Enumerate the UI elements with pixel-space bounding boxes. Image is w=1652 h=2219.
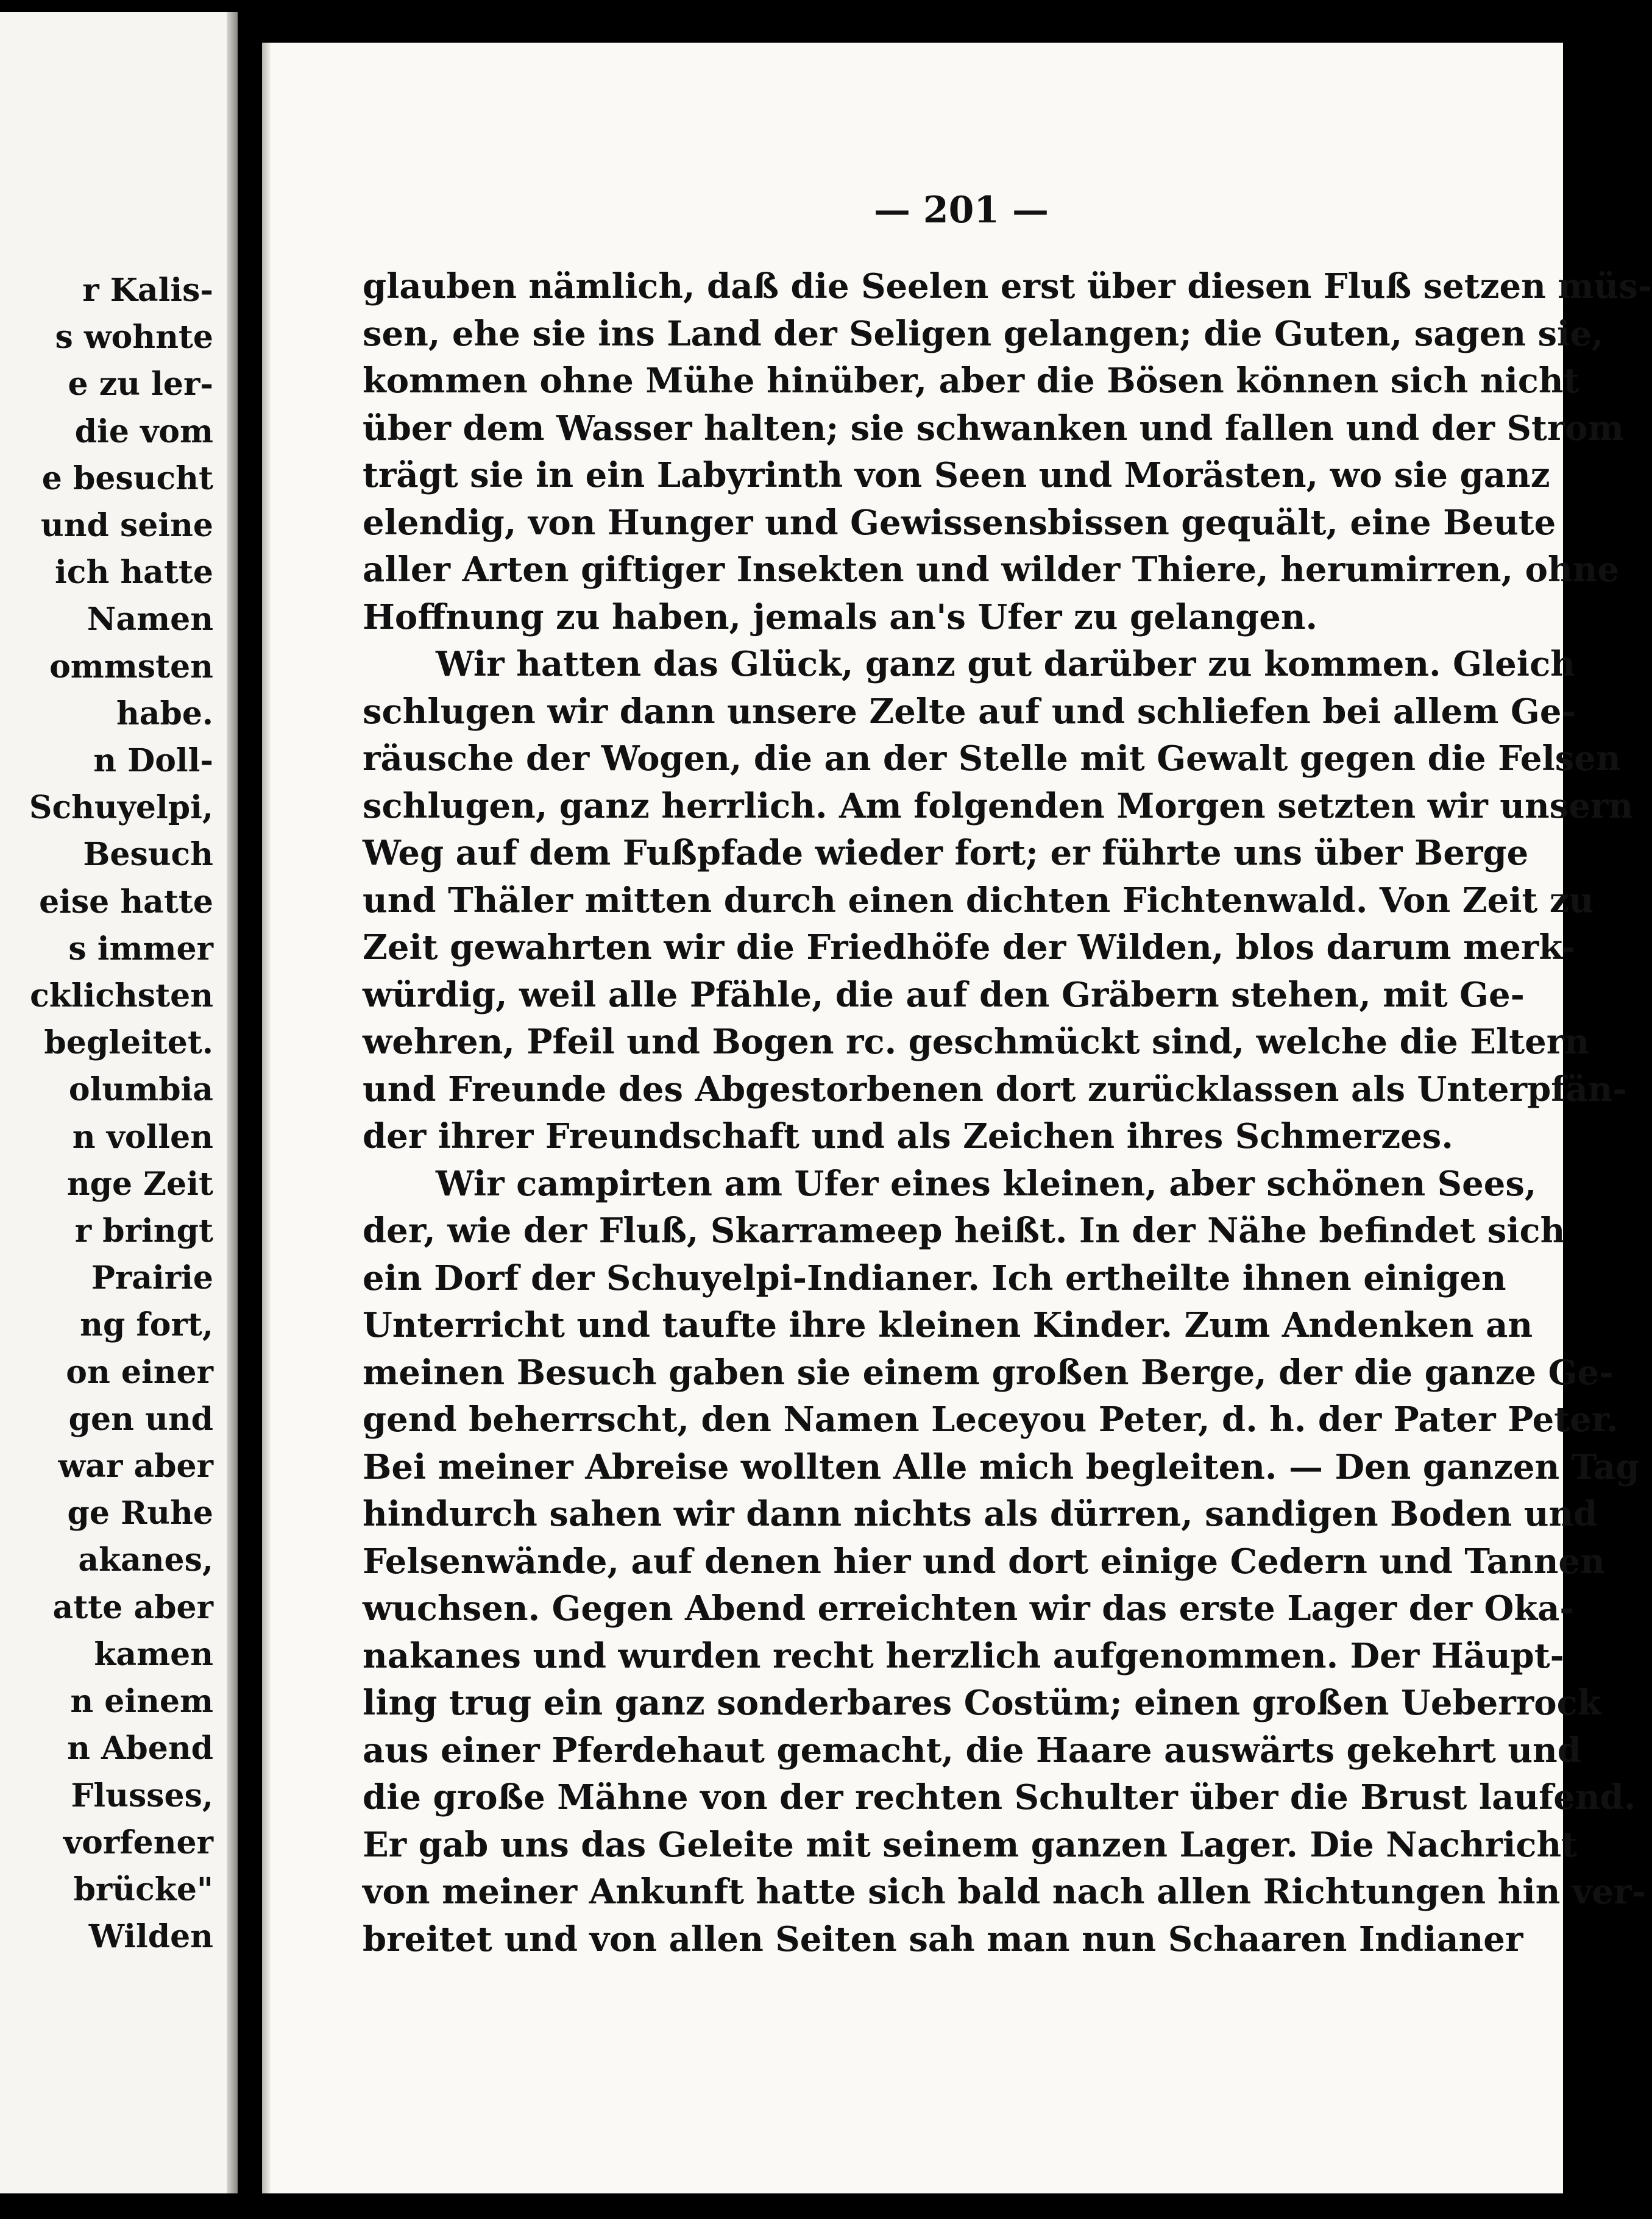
text-line: nakanes und wurden recht herzlich aufgenommen. Der Häupt-	[363, 1635, 1564, 1676]
left-page-line: on einer	[66, 1353, 213, 1391]
text-line: hindurch sahen wir dann nichts als dürren, sandigen Boden und	[363, 1494, 1598, 1534]
book-gutter	[238, 0, 262, 2219]
left-page-line: war aber	[58, 1448, 213, 1485]
page-body-text	[363, 263, 1652, 1963]
text-line: die große Mähne von der rechten Schulter über die Brust laufend.	[363, 1777, 1636, 1817]
page-inner-edge	[262, 43, 271, 2193]
text-line: sen, ehe sie ins Land der Seligen gelangen; die Guten, sagen sie,	[363, 313, 1604, 354]
left-page-line: n einem	[70, 1683, 213, 1721]
left-page-line: akanes,	[78, 1541, 213, 1579]
text-line: räusche der Wogen, die an der Stelle mit Gewalt gegen die Felsen	[363, 738, 1621, 779]
text-line: breitet und von allen Seiten sah man nun Schaaren Indianer	[363, 1919, 1523, 1959]
left-page-line: s wohnte	[55, 319, 213, 356]
left-page-line: ommsten	[49, 648, 213, 685]
text-line: Weg auf dem Fußpfade wieder fort; er führte uns über Berge	[363, 833, 1529, 873]
left-page-fragment	[0, 12, 238, 2193]
left-page-line: r bringt	[74, 1212, 213, 1250]
text-line: und Thäler mitten durch einen dichten Fichtenwald. Von Zeit zu	[363, 880, 1594, 921]
text-line: Zeit gewahrten wir die Friedhöfe der Wilden, blos darum merk-	[363, 927, 1576, 968]
text-line: trägt sie in ein Labyrinth von Seen und Morästen, wo sie ganz	[363, 455, 1550, 495]
page-number: — 201 —	[873, 189, 1049, 232]
text-line: ein Dorf der Schuyelpi-Indianer. Ich ertheilte ihnen einigen	[363, 1258, 1506, 1298]
text-line: aller Arten giftiger Insekten und wilder Thiere, herumirren, ohne	[363, 550, 1620, 590]
left-page-line: e besucht	[41, 459, 213, 497]
text-line: schlugen wir dann unsere Zelte auf und schliefen bei allem Ge-	[363, 691, 1576, 732]
left-page-line: n Abend	[67, 1730, 213, 1768]
text-line: Wir campirten am Ufer eines kleinen, aber schönen Sees,	[436, 1163, 1537, 1204]
left-page-line: begleitet.	[44, 1024, 213, 1062]
text-line: über dem Wasser halten; sie schwanken und fallen und der Strom	[363, 408, 1624, 448]
text-line: Unterricht und taufte ihre kleinen Kinder. Zum Andenken an	[363, 1305, 1533, 1345]
left-page-line: Besuch	[83, 836, 213, 874]
left-page-line: Prairie	[91, 1259, 213, 1297]
left-page-line: nge Zeit	[66, 1165, 213, 1203]
text-line: Hoffnung zu haben, jemals an's Ufer zu gelangen.	[363, 596, 1318, 637]
text-line: elendig, von Hunger und Gewissensbissen gequält, eine Beute	[363, 502, 1556, 543]
left-page-line: vorfener	[63, 1824, 213, 1861]
paragraph	[363, 641, 1634, 1161]
text-line: schlugen, ganz herrlich. Am folgenden Morgen setzten wir unsern	[363, 785, 1634, 826]
left-page-line: brücke"	[73, 1870, 213, 1908]
text-line: der, wie der Fluß, Skarrameep heißt. In der Nähe befindet sich	[363, 1211, 1565, 1251]
text-line: wehren, Pfeil und Bogen rc. geschmückt sind, welche die Eltern	[363, 1022, 1589, 1062]
left-page-line: n vollen	[72, 1118, 213, 1156]
text-line: aus einer Pferdehaut gemacht, die Haare auswärts gekehrt und	[363, 1730, 1581, 1771]
text-line: glauben nämlich, daß die Seelen erst über diesen Fluß setzen müs-	[363, 266, 1652, 306]
text-line: von meiner Ankunft hatte sich bald nach allen Richtungen hin ver-	[363, 1872, 1646, 1912]
left-page-line: eise hatte	[39, 883, 213, 921]
left-page-line: atte aber	[52, 1588, 213, 1626]
text-line: ling trug ein ganz sonderbares Costüm; einen großen Ueberrock	[363, 1683, 1601, 1723]
paragraph	[363, 1161, 1646, 1964]
text-line: wuchsen. Gegen Abend erreichten wir das erste Lager der Oka-	[363, 1588, 1574, 1629]
text-line: meinen Besuch gaben sie einem großen Berge, der die ganze Ge-	[363, 1352, 1614, 1393]
left-page-line: Namen	[87, 601, 213, 639]
left-page-line: habe.	[116, 695, 213, 732]
paragraph	[363, 263, 1652, 641]
text-line: Wir hatten das Glück, ganz gut darüber zu kommen. Gleich	[436, 644, 1575, 684]
left-page-line: kamen	[94, 1635, 213, 1673]
left-page-line: Flusses,	[71, 1777, 213, 1814]
left-page-line: e zu ler-	[68, 366, 213, 403]
left-page-text	[0, 267, 213, 1960]
left-page-line: olumbia	[68, 1071, 213, 1109]
left-page-line: ich hatte	[55, 554, 213, 592]
left-page-line: Schuyelpi,	[29, 789, 213, 827]
text-line: würdig, weil alle Pfähle, die auf den Gräbern stehen, mit Ge-	[363, 974, 1525, 1015]
left-page-line: s immer	[68, 930, 213, 968]
text-line: Er gab uns das Geleite mit seinem ganzen Lager. Die Nachricht	[363, 1824, 1578, 1865]
left-page-line: r Kalis-	[82, 272, 213, 309]
text-line: und Freunde des Abgestorbenen dort zurücklassen als Unterpfän-	[363, 1069, 1627, 1110]
text-line: gend beherrscht, den Namen Leceyou Peter, d. h. der Pater Peter.	[363, 1400, 1618, 1440]
left-page-line: gen und	[68, 1400, 213, 1438]
left-page-line: ng fort,	[80, 1306, 213, 1344]
right-page	[262, 43, 1652, 2193]
text-line: Felsenwände, auf denen hier und dort einige Cedern und Tannen	[363, 1541, 1605, 1582]
left-page-line: Wilden	[88, 1918, 213, 1956]
text-line: Bei meiner Abreise wollten Alle mich begleiten. — Den ganzen Tag	[363, 1446, 1640, 1487]
left-page-line: ge Ruhe	[67, 1495, 213, 1532]
left-page-line: und seine	[40, 507, 213, 545]
text-line: kommen ohne Mühe hinüber, aber die Bösen können sich nicht	[363, 361, 1579, 401]
text-line: der ihrer Freundschaft und als Zeichen ihres Schmerzes.	[363, 1116, 1453, 1156]
left-page-line: die vom	[74, 412, 213, 450]
left-page-line: n Doll-	[93, 742, 213, 780]
left-page-line: cklichsten	[30, 977, 213, 1015]
book-spine-shadow	[227, 12, 238, 2193]
